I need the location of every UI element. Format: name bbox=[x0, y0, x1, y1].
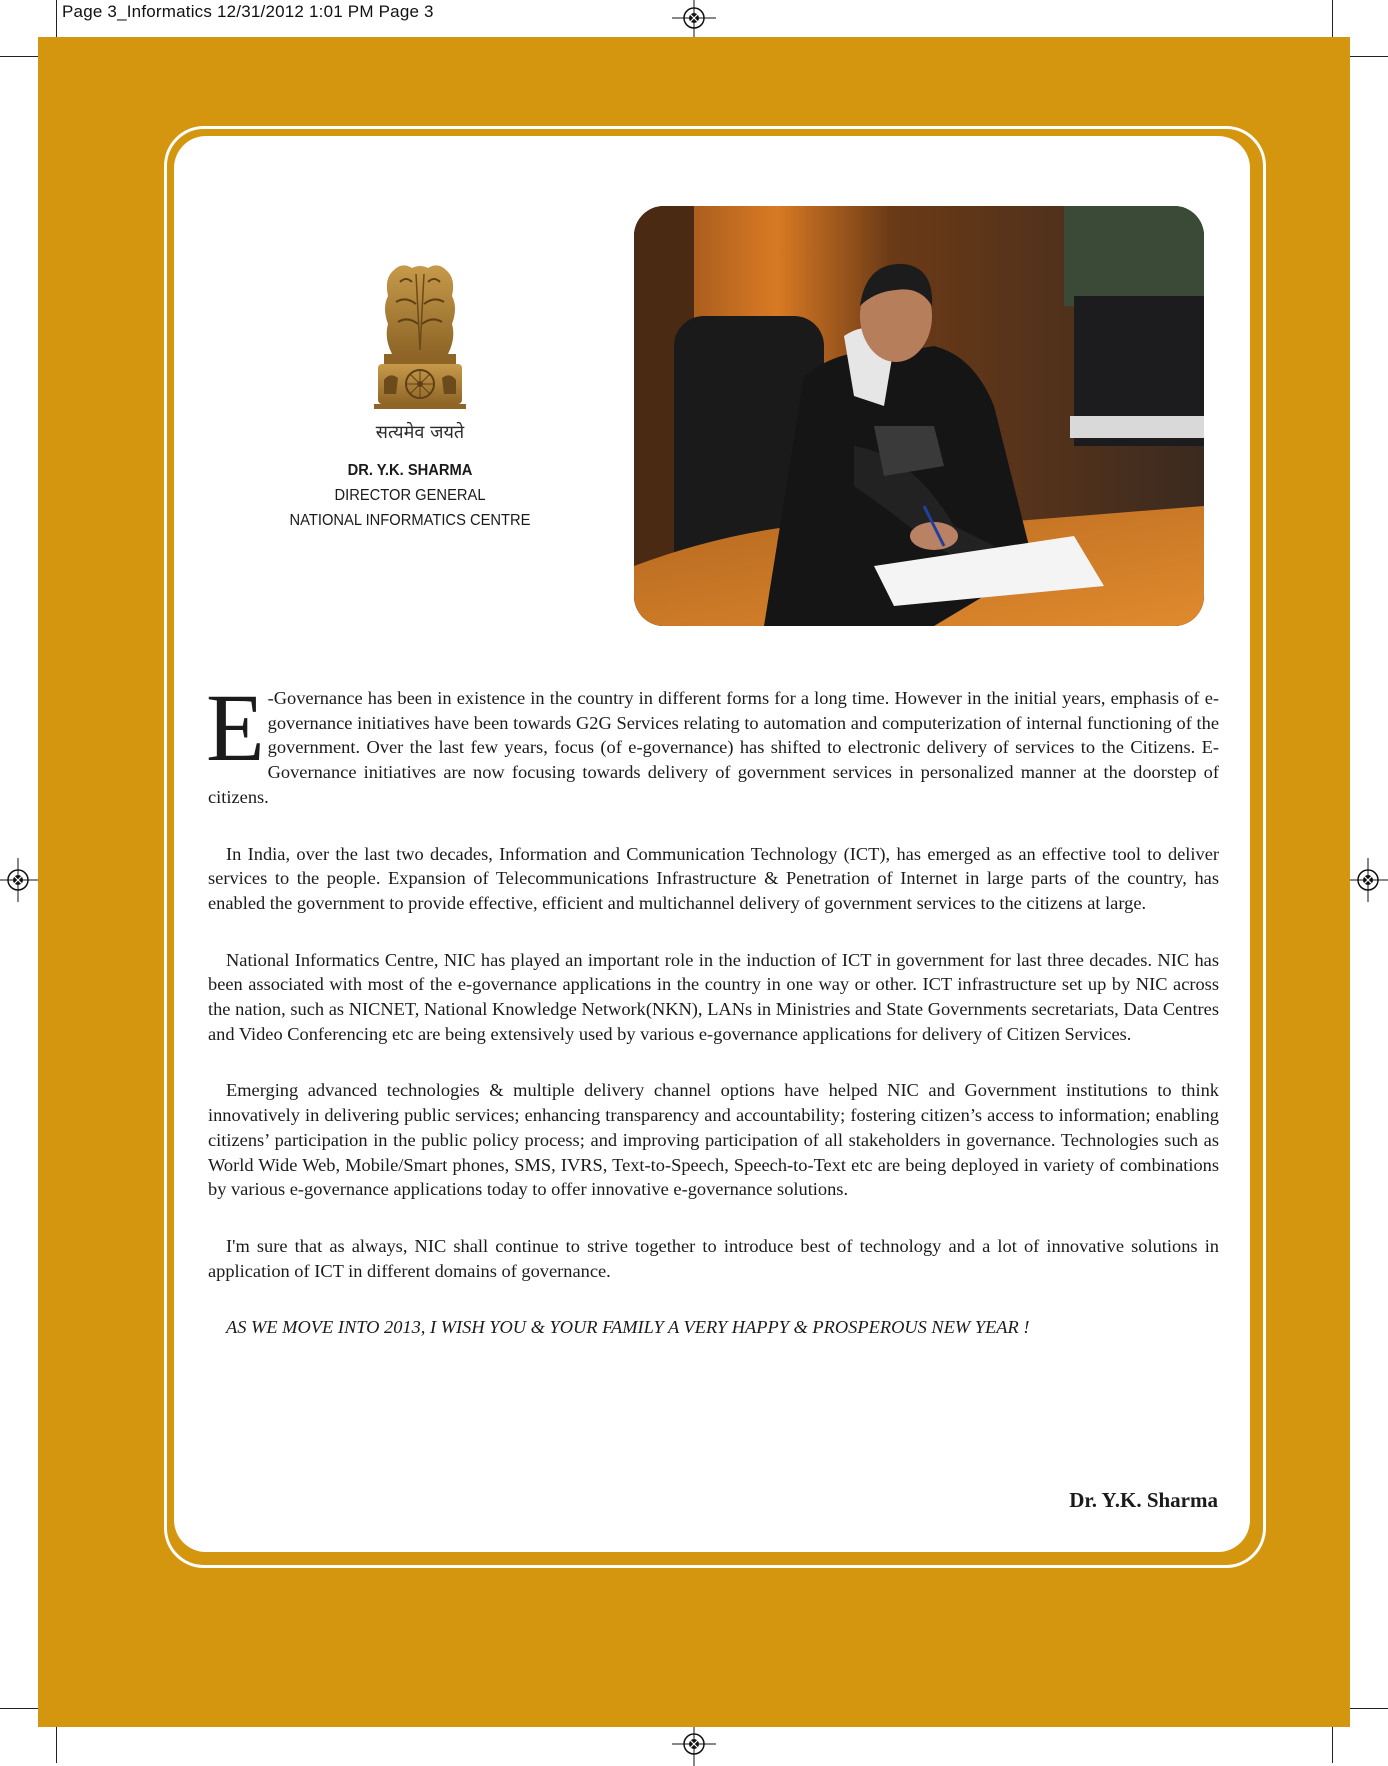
registration-mark-icon bbox=[672, 1722, 716, 1766]
crop-mark bbox=[1350, 1708, 1388, 1709]
author-block bbox=[272, 458, 548, 533]
portrait-photo bbox=[634, 206, 1204, 626]
author-title: DIRECTOR GENERAL bbox=[334, 487, 486, 504]
paragraph-1 bbox=[206, 674, 1219, 810]
paragraph-2: In India, over the last two decades, Information and Communication Technology (ICT), has emerged as an effective tool to deliver services to the people. Expansion of Telecommunications Infrastructure & Penetration of Internet in large parts of the country, has enabled the government to provide effective, efficient and multichannel delivery of government services to the citizens at large. bbox=[208, 843, 1219, 913]
crop-mark bbox=[0, 1708, 38, 1709]
registration-mark-icon bbox=[1346, 858, 1388, 902]
new-year-greeting: AS WE MOVE INTO 2013, I WISH YOU & YOUR FAMILY A VERY HAPPY & PROSPEROUS NEW YEAR ! bbox=[226, 1317, 1030, 1338]
article-body bbox=[206, 674, 1219, 1372]
paragraph-5: I'm sure that as always, NIC shall continue to strive together to introduce best of technology and a lot of innovative solutions in application of ICT in different domains of governance. bbox=[208, 1235, 1219, 1281]
paragraph-3: National Informatics Centre, NIC has played an important role in the induction of ICT in government for last three decades. NIC has been associated with most of the e-governance applications in the country in one way or other. ICT infrastructure set up by NIC across the nation, such as NICNET, National Knowledge Network(NKN), LANs in Ministries and State Governments secretariats, Data Centres and Video Conferencing etc are being extensively used by various e-governance applications for delivery of Citizen Services. bbox=[208, 949, 1219, 1044]
crop-mark bbox=[1332, 1727, 1333, 1763]
crop-mark bbox=[0, 56, 38, 57]
author-organization: NATIONAL INFORMATICS CENTRE bbox=[289, 512, 531, 529]
print-slug: Page 3_Informatics 12/31/2012 1:01 PM Page 3 bbox=[62, 2, 434, 21]
registration-mark-icon bbox=[672, 0, 716, 40]
crop-mark bbox=[1332, 0, 1333, 37]
paragraph-4: Emerging advanced technologies & multiple delivery channel options have helped NIC and Government institutions to think innovatively in delivering public services; enhancing transparency and accountability; fostering citizen’s access to information; enabling citizens’ participation in the public policy process; and improving participation of all stakeholders in governance. Technologies such as World Wide Web, Mobile/Smart phones, SMS, IVRS, Text-to-Speech, Speech-to-Text etc are being deployed in variety of combinations by various e-governance applications today to offer innovative e-governance solutions. bbox=[208, 1080, 1219, 1200]
signature-name: Dr. Y.K. Sharma bbox=[1069, 1488, 1218, 1512]
crop-mark bbox=[56, 1727, 57, 1763]
crop-mark bbox=[56, 0, 57, 37]
emblem-motto: सत्यमेव जयते bbox=[375, 422, 465, 443]
author-name: DR. Y.K. SHARMA bbox=[347, 462, 473, 479]
registration-mark-icon bbox=[0, 858, 40, 902]
paragraph-1-text: -Governance has been in existence in the country in different forms for a long time. However in the initial years, emphasis of e-governance initiatives have been towards G2G Services relating to automation and computerization of internal functioning of the government. Over the last few years, focus (of e-governance) has shifted to electronic delivery of services to the Citizens. E-Governance initiatives are now focusing towards delivery of government services in personalized manner at the doorstep of citizens. bbox=[208, 688, 1219, 807]
crop-mark bbox=[1350, 56, 1388, 57]
drop-cap: E bbox=[206, 674, 265, 781]
national-emblem-icon bbox=[360, 262, 480, 452]
